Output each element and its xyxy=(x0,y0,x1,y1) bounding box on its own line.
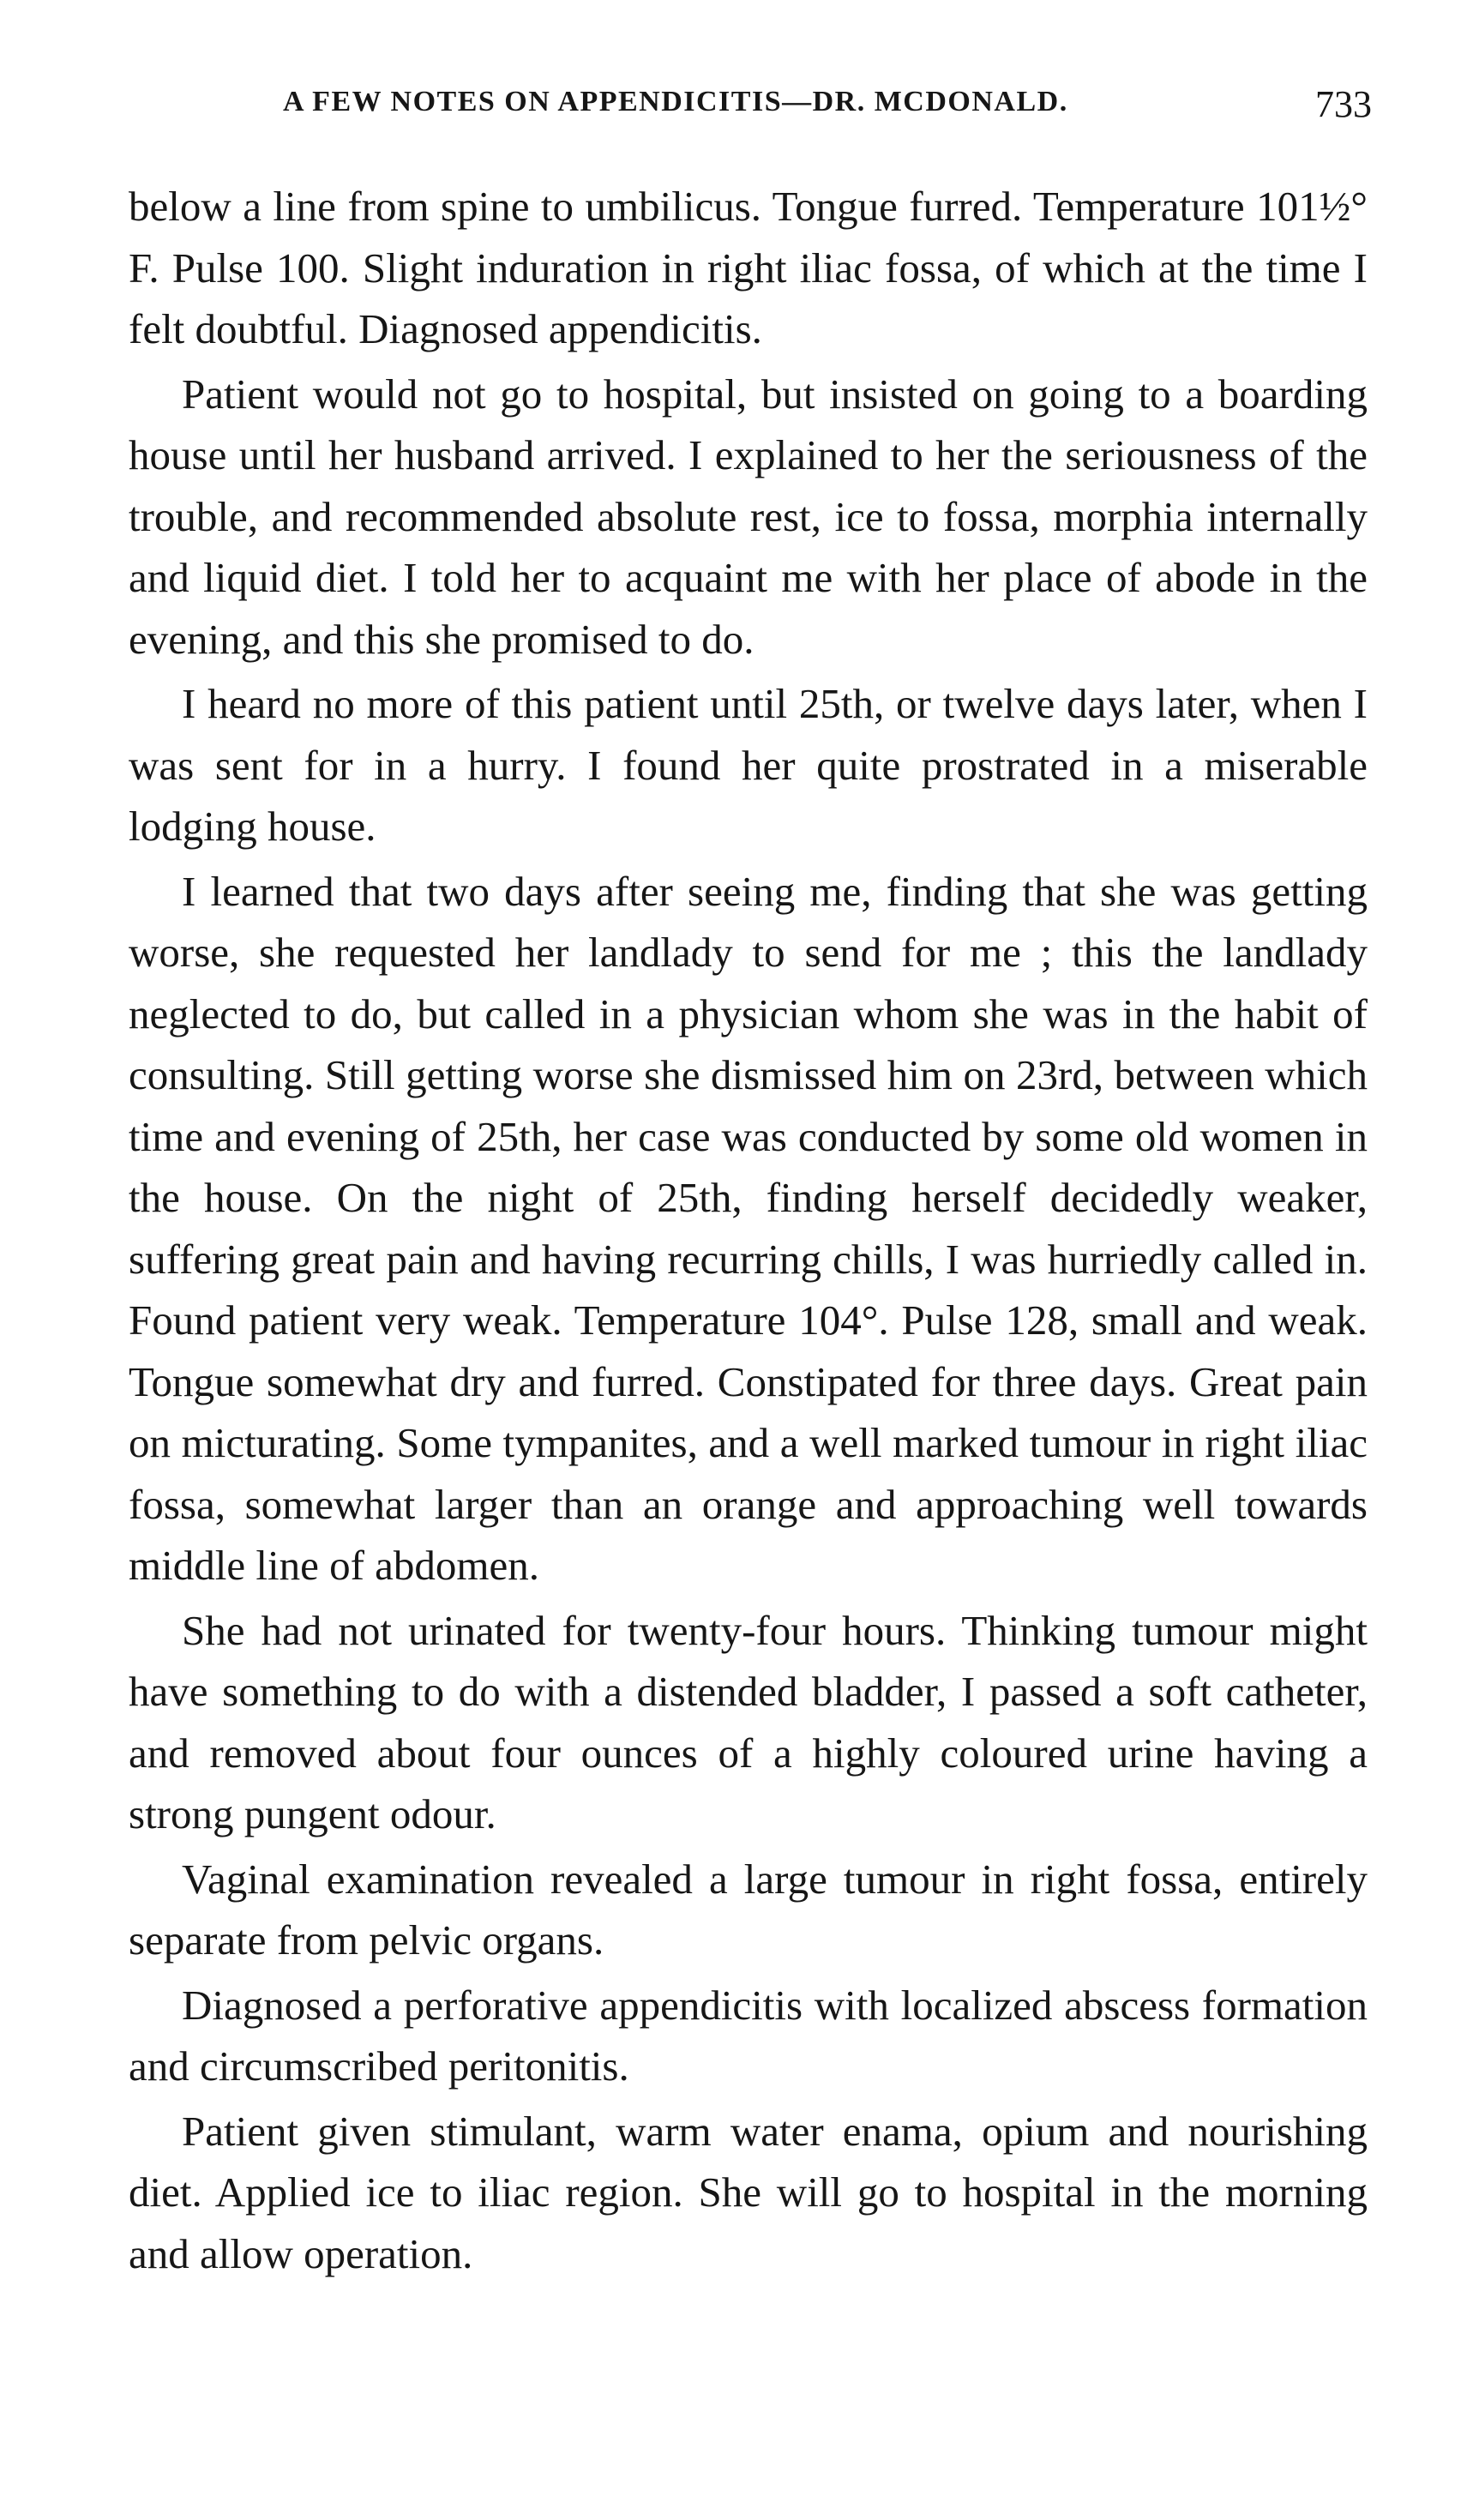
paragraph-refused-hospital: Patient would not go to hospital, but insisted on going to a boarding house until her husband arrived. I explained to her the seriousness of the trouble, and recommended absolute rest, ice to fossa, morphia internally and liquid diet. I told her to acquaint me with her place of abode in the evening, and this she promised to do. xyxy=(129,370,1368,663)
paragraph-catheter: She had not urinated for twenty-four hours. Thinking tumour might have something to do with a distended bladder, I passed a soft catheter, and removed about four ounces of a highly coloured urine having a strong pungent odour. xyxy=(129,1606,1368,1837)
running-title: A FEW NOTES ON APPENDICITIS—DR. MCDONALD. xyxy=(283,86,1068,117)
paragraph-diagnosis: Diagnosed a perforative appendicitis with localized abscess formation and circumscribed peritonitis. xyxy=(129,1981,1368,2090)
paragraph-treatment: Patient given stimulant, warm water enama, opium and nourishing diet. Applied ice to iliac region. She will go to hospital in the morning and allow operation. xyxy=(129,2107,1368,2277)
paragraph-continuation: below a line from spine to umbilicus. Tongue furred. Temperature 101½° F. Pulse 100. Slight induration in right iliac fossa, of which at the time I felt doubtful. Diagnosed appendicitis. xyxy=(129,183,1368,352)
page-number: 733 xyxy=(1315,83,1372,125)
paragraph-examination: I learned that two days after seeing me, finding that she was getting worse, she requested her landlady to send for me ; this the landlady neglected to do, but called in a physician whom she was in the habit of consulting. Still getting worse she dismissed him on 23rd, between which time and evening of 25th, her case was conducted by some old women in the house. On the night of 25th, finding herself decidedly weaker, suffering great pain and having recurring chills, I was hurriedly called in. Found patient very weak. Temperature 104°. Pulse 128, small and weak. Tongue somewhat dry and furred. Constipated for three days. Great pain on micturating. Some tympanites, and a well marked tumour in right iliac fossa, somewhat larger than an orange and approaching well towards middle line of abdomen. xyxy=(129,867,1368,1589)
running-head xyxy=(129,83,1398,137)
body-text xyxy=(129,176,1368,2288)
paragraph-sent-for: I heard no more of this patient until 25th, or twelve days later, when I was sent for in a hurry. I found her quite prostrated in a miserable lodging house. xyxy=(129,680,1368,850)
paragraph-vaginal-exam: Vaginal examination revealed a large tumour in right fossa, entirely separate from pelvic organs. xyxy=(129,1855,1368,1964)
